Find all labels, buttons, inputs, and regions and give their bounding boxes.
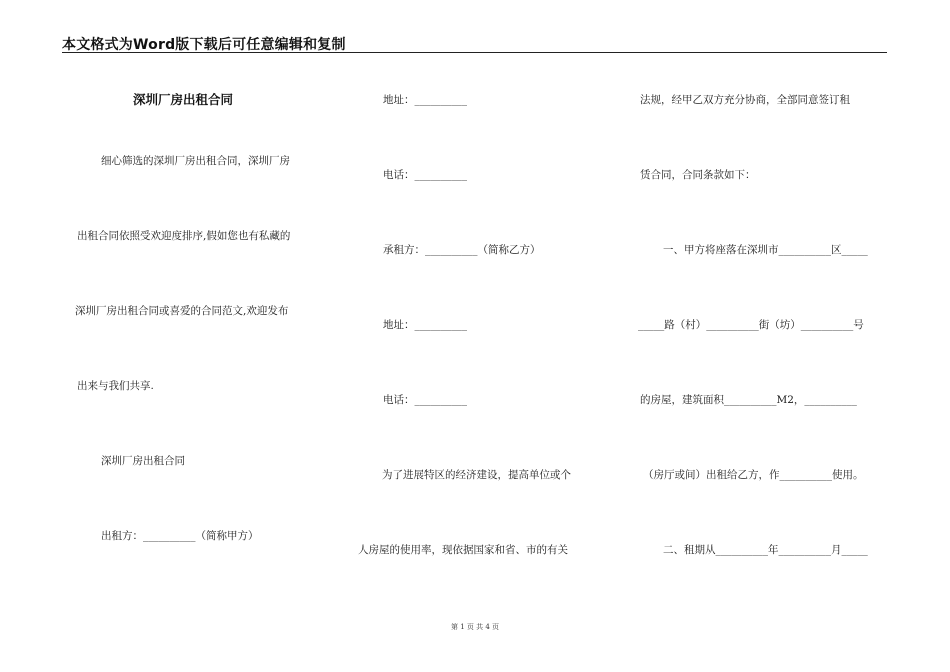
clause-1-line: _____路（村）__________街（坊）__________号	[638, 319, 864, 331]
clause-2-line: 二、租期从__________年__________月_____	[663, 544, 868, 556]
lessor-line: 出租方：__________（简称甲方）	[101, 530, 259, 542]
paragraph-line: 深圳厂房出租合同或喜爱的合同范文,欢迎发布	[75, 305, 289, 317]
paragraph-line: 出来与我们共享.	[77, 380, 154, 392]
lessor-phone-line: 电话：__________	[383, 169, 467, 181]
paragraph-line: 细心筛选的深圳厂房出租合同，深圳厂房	[101, 155, 290, 167]
page-number: 第 1 页 共 4 页	[450, 623, 500, 631]
lessee-line: 承租方：__________（简称乙方）	[383, 244, 541, 256]
section-heading: 深圳厂房出租合同	[101, 455, 185, 467]
document-title: 深圳厂房出租合同	[133, 92, 234, 107]
column-1	[75, 0, 325, 672]
lessee-phone-line: 电话：__________	[383, 394, 467, 406]
paragraph-line: 为了进展特区的经济建设，提高单位或个	[382, 469, 571, 481]
clause-1-line: （房厅或间）出租给乙方，作__________使用。	[643, 469, 864, 481]
paragraph-line: 人房屋的使用率，现依据国家和省、市的有关	[358, 544, 568, 556]
paragraph-line: 法规，经甲乙双方充分协商，全部同意签订租	[640, 94, 850, 106]
clause-1-line: 的房屋，建筑面积__________M2，__________	[640, 394, 857, 406]
paragraph-line: 出租合同依照受欢迎度排序,假如您也有私藏的	[77, 230, 291, 242]
lessee-address-line: 地址：__________	[383, 319, 467, 331]
lessor-address-line: 地址：__________	[383, 94, 467, 106]
column-2	[355, 0, 605, 672]
column-3	[638, 0, 890, 672]
paragraph-line: 赁合同，合同条款如下：	[640, 169, 756, 181]
banner-title: 本文格式为Word版下载后可任意编辑和复制	[62, 37, 346, 53]
clause-1-line: 一、甲方将座落在深圳市__________区_____	[663, 244, 868, 256]
